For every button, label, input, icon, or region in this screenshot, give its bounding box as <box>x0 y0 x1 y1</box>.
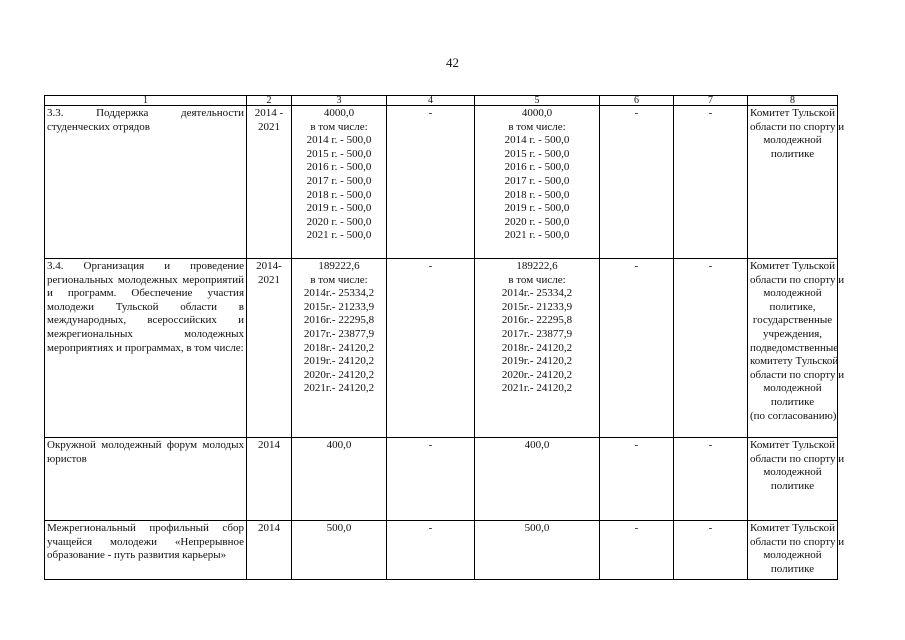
executor-cell-line: области по спорту и <box>750 368 845 381</box>
executor-cell <box>748 438 845 521</box>
total-funding-cell <box>292 521 387 580</box>
executor-cell-line: политике <box>770 147 815 160</box>
period-cell-line: 2014 <box>258 439 280 451</box>
total-funding-cell-line: 2015 г. - 500,0 <box>306 147 372 160</box>
total-funding-cell-line: 2014г.- 25334,2 <box>303 287 375 300</box>
period-cell-line: 2014 - <box>254 107 284 119</box>
total-funding-cell-line: 189222,6 <box>318 260 360 272</box>
column-5-funding-cell-line: 2019 г. - 500,0 <box>504 202 570 215</box>
total-funding-cell-line: в том числе: <box>310 273 368 286</box>
column-5-funding-cell-line: 2015 г. - 500,0 <box>504 147 570 160</box>
executor-cell-line: учреждения, <box>762 327 823 340</box>
column-5-funding-cell <box>475 521 600 580</box>
header-cell: 2 <box>247 96 292 106</box>
executor-cell-line: Комитет Тульской <box>750 107 835 119</box>
executor-cell-line: подведомственные <box>750 341 839 354</box>
executor-cell-line: молодежной <box>763 549 822 562</box>
column-5-funding-cell-line: 2021г.- 24120,2 <box>501 382 573 395</box>
column-5-funding-cell-line: 2016 г. - 500,0 <box>504 161 570 174</box>
executor-cell-line: молодежной <box>763 466 822 479</box>
column-7-cell: - <box>674 259 748 438</box>
total-funding-cell-line: 2017г.- 23877,9 <box>303 327 375 340</box>
executor-cell-line: Комитет Тульской <box>750 439 835 451</box>
column-7-cell: - <box>674 106 748 259</box>
executor-cell-line: политике <box>770 395 815 408</box>
period-cell-line: 2014 <box>258 522 280 534</box>
column-4-cell: - <box>387 438 475 521</box>
column-4-cell: - <box>387 106 475 259</box>
executor-cell-line: государственные <box>752 314 833 327</box>
total-funding-cell-line: в том числе: <box>310 120 368 133</box>
column-5-funding-cell-line: 2020 г. - 500,0 <box>504 215 570 228</box>
table-row <box>45 259 838 438</box>
activity-name-cell: 3.3. Поддержка деятельности студенческих отрядов <box>45 106 247 259</box>
column-5-funding-cell-line: 2015г.- 21233,9 <box>501 300 573 313</box>
executor-cell <box>748 259 845 438</box>
total-funding-cell-line: 4000,0 <box>323 107 355 119</box>
period-cell <box>247 521 292 580</box>
total-funding-cell-line: 500,0 <box>326 522 352 534</box>
column-6-cell: - <box>600 521 674 580</box>
column-5-funding-cell-line: 2014г.- 25334,2 <box>501 287 573 300</box>
column-5-funding-cell <box>475 106 600 259</box>
period-cell <box>247 259 292 438</box>
period-cell <box>247 438 292 521</box>
column-5-funding-cell-line: 2016г.- 22295,8 <box>501 314 573 327</box>
column-5-funding-cell <box>475 438 600 521</box>
header-cell: 3 <box>292 96 387 106</box>
executor-cell-line: молодежной <box>763 287 822 300</box>
column-5-funding-cell-line: 2017г.- 23877,9 <box>501 327 573 340</box>
executor-cell-line: молодежной <box>763 382 822 395</box>
table-row <box>45 106 838 259</box>
executor-cell-line: политике <box>770 479 815 492</box>
column-5-funding-cell-line: 189222,6 <box>516 260 558 272</box>
header-cell: 6 <box>600 96 674 106</box>
column-5-funding-cell-line: 400,0 <box>524 439 550 451</box>
column-5-funding-cell-line: 2018г.- 24120,2 <box>501 341 573 354</box>
column-7-cell: - <box>674 438 748 521</box>
activity-name-cell: Межрегиональный профильный сбор учащейся молодежи «Непрерывное образование - путь развития карьеры» <box>45 521 247 580</box>
column-6-cell: - <box>600 106 674 259</box>
column-5-funding-cell-line: 4000,0 <box>521 107 553 119</box>
total-funding-cell-line: 2016 г. - 500,0 <box>306 161 372 174</box>
executor-cell-line: комитету Тульской <box>750 355 839 368</box>
total-funding-cell-line: 2021 г. - 500,0 <box>306 229 372 242</box>
table-header-row <box>45 96 838 106</box>
total-funding-cell-line: 2016г.- 22295,8 <box>303 314 375 327</box>
header-cell: 1 <box>45 96 247 106</box>
column-5-funding-cell-line: 2018 г. - 500,0 <box>504 188 570 201</box>
executor-cell-line: Комитет Тульской <box>750 260 835 272</box>
column-5-funding-cell-line: 2021 г. - 500,0 <box>504 229 570 242</box>
column-7-cell: - <box>674 521 748 580</box>
column-5-funding-cell-line: в том числе: <box>508 273 566 286</box>
executor-cell-line: Комитет Тульской <box>750 522 835 534</box>
header-cell: 8 <box>748 96 838 106</box>
executor-cell-line: молодежной <box>763 134 822 147</box>
column-6-cell: - <box>600 259 674 438</box>
program-table <box>44 95 845 580</box>
activity-name-cell: Окружной молодежный форум молодых юристов <box>45 438 247 521</box>
column-5-funding-cell-line: 2014 г. - 500,0 <box>504 134 570 147</box>
column-6-cell: - <box>600 438 674 521</box>
column-5-funding-cell <box>475 259 600 438</box>
table-row <box>45 521 838 580</box>
total-funding-cell-line: 2021г.- 24120,2 <box>303 382 375 395</box>
total-funding-cell-line: 2019г.- 24120,2 <box>303 355 375 368</box>
column-5-funding-cell-line: в том числе: <box>508 120 566 133</box>
column-4-cell: - <box>387 259 475 438</box>
period-cell-line: 2014- <box>256 260 282 272</box>
total-funding-cell <box>292 259 387 438</box>
total-funding-cell-line: 2020г.- 24120,2 <box>303 368 375 381</box>
executor-cell-line: области по спорту и <box>750 120 845 133</box>
period-cell <box>247 106 292 259</box>
total-funding-cell <box>292 438 387 521</box>
executor-cell-line: области по спорту и <box>750 273 845 286</box>
executor-cell-line: области по спорту и <box>750 452 845 465</box>
column-5-funding-cell-line: 2020г.- 24120,2 <box>501 368 573 381</box>
header-cell: 7 <box>674 96 748 106</box>
total-funding-cell <box>292 106 387 259</box>
executor-cell-line: политике <box>770 562 815 575</box>
column-5-funding-cell-line: 500,0 <box>524 522 550 534</box>
page-number: 42 <box>446 55 459 70</box>
executor-cell-line: области по спорту и <box>750 535 845 548</box>
executor-cell-line: политике, <box>769 300 816 313</box>
column-5-funding-cell-line: 2019г.- 24120,2 <box>501 355 573 368</box>
executor-cell-line: (по согласованию) <box>750 409 837 422</box>
period-cell-line: 2021 <box>258 120 280 133</box>
total-funding-cell-line: 2018 г. - 500,0 <box>306 188 372 201</box>
total-funding-cell-line: 2017 г. - 500,0 <box>306 174 372 187</box>
executor-cell <box>748 106 845 259</box>
total-funding-cell-line: 2018г.- 24120,2 <box>303 341 375 354</box>
table-row <box>45 438 838 521</box>
total-funding-cell-line: 2014 г. - 500,0 <box>306 134 372 147</box>
header-cell: 4 <box>387 96 475 106</box>
header-cell: 5 <box>475 96 600 106</box>
total-funding-cell-line: 2020 г. - 500,0 <box>306 215 372 228</box>
activity-name-cell: 3.4. Организация и проведение региональных молодежных мероприятий и программ. Обеспечение участия молодежи Тульской области в международных, всероссийских и межрегиональных молодежных мероприятиях и программах, в том числе: <box>45 259 247 438</box>
column-4-cell: - <box>387 521 475 580</box>
executor-cell <box>748 521 845 580</box>
total-funding-cell-line: 400,0 <box>326 439 352 451</box>
total-funding-cell-line: 2019 г. - 500,0 <box>306 202 372 215</box>
period-cell-line: 2021 <box>258 273 280 286</box>
column-5-funding-cell-line: 2017 г. - 500,0 <box>504 174 570 187</box>
total-funding-cell-line: 2015г.- 21233,9 <box>303 300 375 313</box>
